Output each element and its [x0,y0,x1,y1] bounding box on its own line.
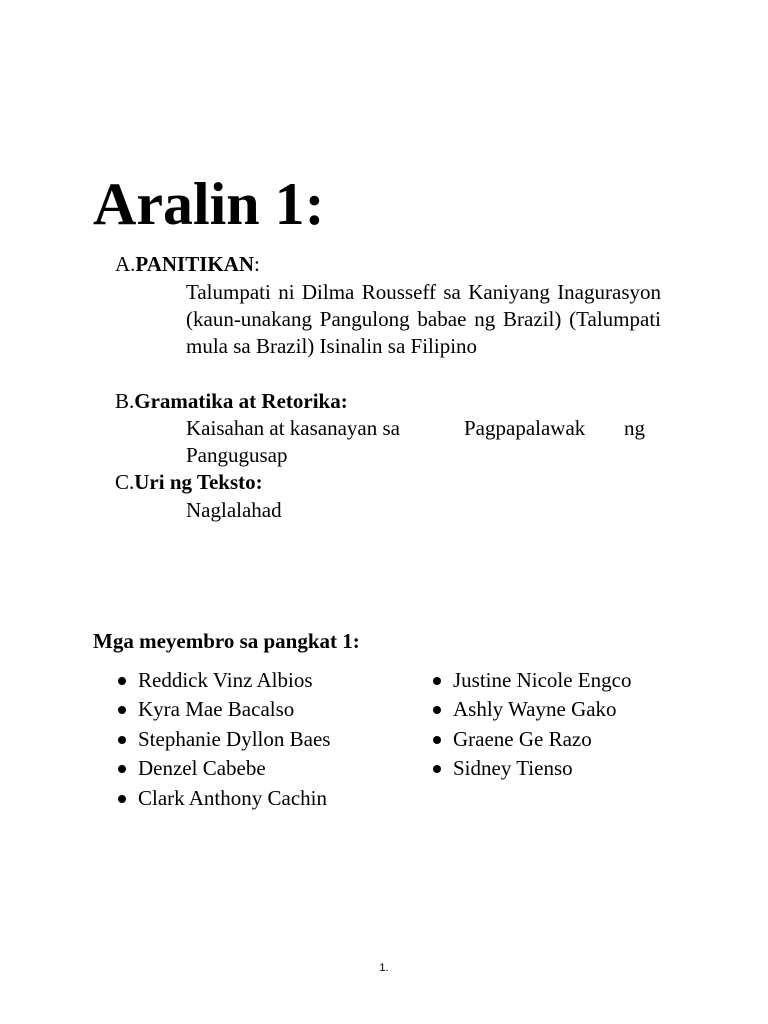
section-body-text: ng [624,416,645,440]
section-body: Talumpati ni Dilma Rousseff sa Kaniyang Inagurasyon (kaun-unakang Pangulong babae ng Brazil) (Talumpati mula sa Brazil) Isinalin sa Filipino [186,280,661,358]
section-letter: A. [115,252,136,276]
section-uri-ng-teksto [115,469,675,529]
section-letter: C. [115,470,135,494]
section-title: Gramatika at Retorika: [134,389,348,413]
member-name: Reddick Vinz Albios [138,668,313,692]
member-name: Ashly Wayne Gako [453,697,617,722]
section-heading [115,251,260,278]
member-name: Graene Ge Razo [453,726,592,751]
bullet-icon [433,677,441,685]
bullet-icon [118,795,126,803]
list-item [430,725,631,754]
section-title: Uri ng Teksto: [134,470,263,494]
lesson-title: Aralin 1: [93,171,325,237]
member-name: Clark Anthony Cachin [138,785,327,810]
page-number: 1. [379,962,389,974]
members-list-left [115,666,330,813]
list-item [115,666,330,695]
section-body [186,415,661,469]
list-item [115,725,330,754]
member-name: Kyra Mae Bacalso [138,697,295,722]
section-letter: B. [115,389,135,413]
bullet-icon [118,677,126,685]
list-item [430,754,631,783]
section-panitikan [115,251,675,391]
section-body-text: Kaisahan at kasanayan sa [186,416,400,440]
bullet-icon [433,736,441,744]
bullet-icon [118,765,126,773]
list-item [430,695,631,724]
members-heading: Mga meyembro sa pangkat 1: [93,629,360,653]
section-heading [115,469,263,496]
list-item [430,666,631,695]
members-list-right [430,666,631,784]
section-heading [115,388,348,415]
section-body: Naglalahad [186,498,282,522]
list-item [115,754,330,783]
bullet-icon [118,736,126,744]
member-name: Sidney Tienso [453,756,573,781]
bullet-icon [118,706,126,714]
list-item [115,695,330,724]
list-item [115,784,330,813]
section-gramatika [115,388,675,468]
section-body-text: Pagpapalawak [464,416,586,440]
bullet-icon [433,765,441,773]
member-name: Stephanie Dyllon Baes [138,726,331,751]
section-title: PANITIKAN [135,252,255,276]
member-name: Justine Nicole Engco [453,668,632,692]
section-body-text: Pangugusap [186,443,288,467]
member-name: Denzel Cabebe [138,756,266,781]
section-title-suffix: : [254,252,260,276]
bullet-icon [433,706,441,714]
